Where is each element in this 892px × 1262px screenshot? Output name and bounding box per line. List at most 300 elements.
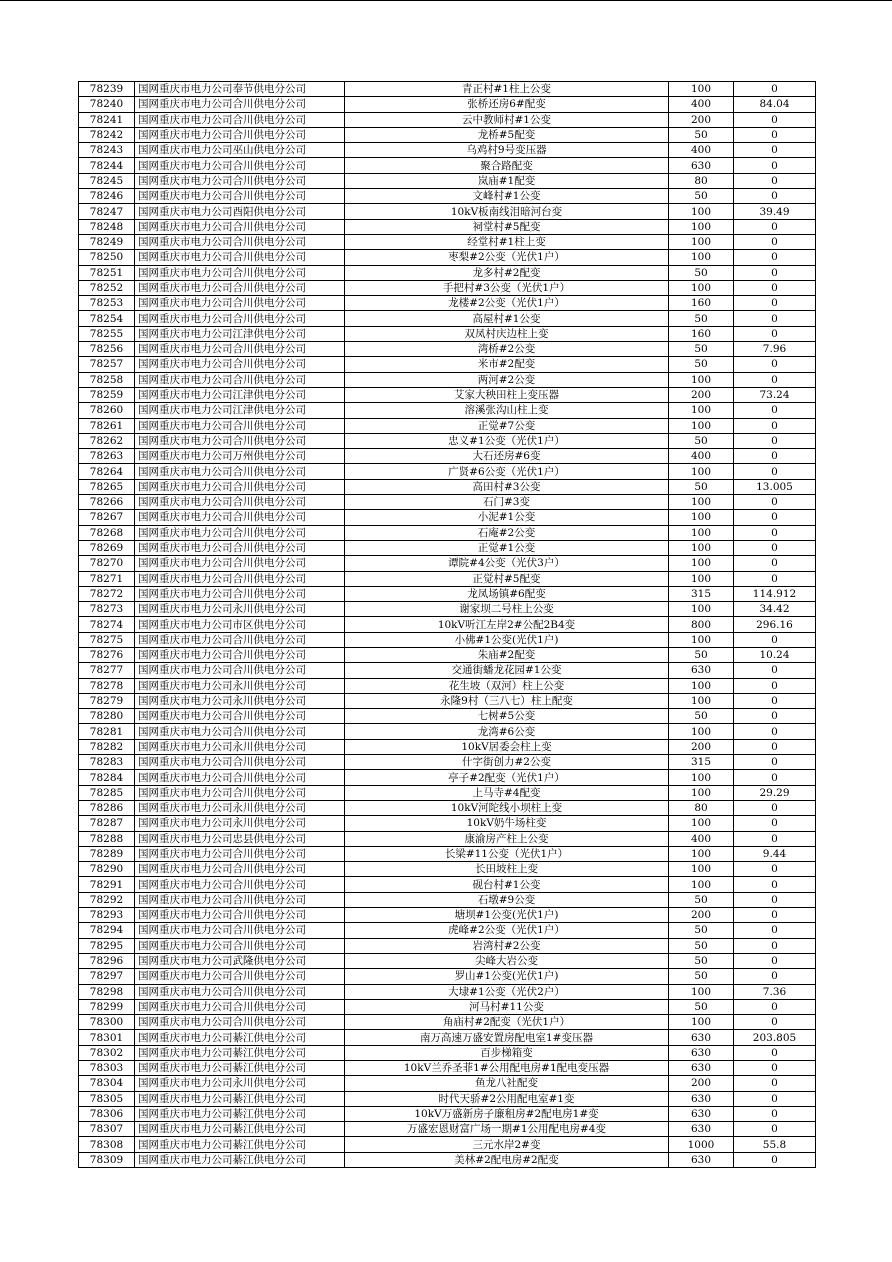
value-cell: 0 [734, 1061, 816, 1076]
transformer-name-cell: 罗山#1公变(光伏1户) [345, 969, 669, 984]
row-id-cell: 78244 [79, 158, 135, 173]
transformer-name-cell: 枣梨#2公变（光伏1户） [345, 250, 669, 265]
value-cell: 114.912 [734, 586, 816, 601]
table-row [79, 495, 816, 510]
value-cell: 0 [734, 112, 816, 127]
capacity-cell: 100 [669, 877, 734, 892]
value-cell: 0 [734, 127, 816, 142]
table-row [79, 173, 816, 188]
value-cell: 10.24 [734, 647, 816, 662]
company-cell: 国网重庆市电力公司永川供电分公司 [135, 800, 345, 815]
transformer-name-cell: 10kV河陀线小坝柱上变 [345, 800, 669, 815]
transformer-name-cell: 七树#5公变 [345, 709, 669, 724]
value-cell: 0 [734, 1091, 816, 1106]
row-id-cell: 78297 [79, 969, 135, 984]
table-row [79, 342, 816, 357]
capacity-cell: 630 [669, 1091, 734, 1106]
value-cell: 0 [734, 433, 816, 448]
capacity-cell: 50 [669, 127, 734, 142]
capacity-cell: 50 [669, 938, 734, 953]
company-cell: 国网重庆市电力公司合川供电分公司 [135, 311, 345, 326]
table-row [79, 1122, 816, 1137]
company-cell: 国网重庆市电力公司永川供电分公司 [135, 678, 345, 693]
value-cell: 29.29 [734, 785, 816, 800]
value-cell: 0 [734, 1015, 816, 1030]
capacity-cell: 100 [669, 204, 734, 219]
table-row [79, 984, 816, 999]
row-id-cell: 78295 [79, 938, 135, 953]
transformer-name-cell: 忠义#1公变（光伏1户） [345, 433, 669, 448]
transformer-name-cell: 祠堂村#5配变 [345, 219, 669, 234]
transformer-name-cell: 10kV兰乔圣菲1#公用配电房#1配电变压器 [345, 1061, 669, 1076]
table-row [79, 250, 816, 265]
company-cell: 国网重庆市电力公司合川供电分公司 [135, 923, 345, 938]
row-id-cell: 78294 [79, 923, 135, 938]
table-row [79, 357, 816, 372]
row-id-cell: 78252 [79, 280, 135, 295]
company-cell: 国网重庆市电力公司武隆供电分公司 [135, 953, 345, 968]
value-cell: 9.44 [734, 846, 816, 861]
row-id-cell: 78260 [79, 403, 135, 418]
row-id-cell: 78276 [79, 647, 135, 662]
row-id-cell: 78259 [79, 387, 135, 402]
table-row [79, 510, 816, 525]
row-id-cell: 78293 [79, 908, 135, 923]
company-cell: 国网重庆市电力公司万州供电分公司 [135, 449, 345, 464]
company-cell: 国网重庆市电力公司永川供电分公司 [135, 816, 345, 831]
company-cell: 国网重庆市电力公司綦江供电分公司 [135, 1122, 345, 1137]
transformer-name-cell: 角庙村#2配变（光伏1户） [345, 1015, 669, 1030]
company-cell: 国网重庆市电力公司綦江供电分公司 [135, 1152, 345, 1167]
value-cell: 0 [734, 296, 816, 311]
value-cell: 73.24 [734, 387, 816, 402]
company-cell: 国网重庆市电力公司合川供电分公司 [135, 755, 345, 770]
value-cell: 0 [734, 892, 816, 907]
company-cell: 国网重庆市电力公司永川供电分公司 [135, 602, 345, 617]
capacity-cell: 630 [669, 1152, 734, 1167]
row-id-cell: 78305 [79, 1091, 135, 1106]
table-row [79, 1015, 816, 1030]
value-cell: 0 [734, 326, 816, 341]
capacity-cell: 80 [669, 173, 734, 188]
company-cell: 国网重庆市电力公司合川供电分公司 [135, 97, 345, 112]
company-cell: 国网重庆市电力公司合川供电分公司 [135, 892, 345, 907]
table-row [79, 449, 816, 464]
value-cell: 0 [734, 908, 816, 923]
value-cell: 203.805 [734, 1030, 816, 1045]
company-cell: 国网重庆市电力公司永川供电分公司 [135, 693, 345, 708]
table-row [79, 1061, 816, 1076]
capacity-cell: 1000 [669, 1137, 734, 1152]
value-cell: 0 [734, 403, 816, 418]
value-cell: 7.96 [734, 342, 816, 357]
table-row [79, 158, 816, 173]
transformer-name-cell: 龙凤场镇#6配变 [345, 586, 669, 601]
table-row [79, 265, 816, 280]
transformer-name-cell: 河马村#11公变 [345, 999, 669, 1014]
capacity-cell: 100 [669, 540, 734, 555]
row-id-cell: 78253 [79, 296, 135, 311]
transformer-name-cell: 艾家大秧田柱上变压器 [345, 387, 669, 402]
company-cell: 国网重庆市电力公司合川供电分公司 [135, 785, 345, 800]
transformer-name-cell: 经堂村#1柱上变 [345, 234, 669, 249]
row-id-cell: 78280 [79, 709, 135, 724]
value-cell: 0 [734, 877, 816, 892]
value-cell: 0 [734, 234, 816, 249]
row-id-cell: 78288 [79, 831, 135, 846]
capacity-cell: 50 [669, 953, 734, 968]
row-id-cell: 78309 [79, 1152, 135, 1167]
capacity-cell: 100 [669, 82, 734, 97]
capacity-cell: 100 [669, 770, 734, 785]
table-row [79, 525, 816, 540]
capacity-cell: 50 [669, 342, 734, 357]
capacity-cell: 100 [669, 280, 734, 295]
value-cell: 0 [734, 693, 816, 708]
table-row [79, 755, 816, 770]
value-cell: 0 [734, 1152, 816, 1167]
capacity-cell: 100 [669, 219, 734, 234]
value-cell: 0 [734, 372, 816, 387]
row-id-cell: 78270 [79, 556, 135, 571]
row-id-cell: 78266 [79, 495, 135, 510]
company-cell: 国网重庆市电力公司合川供电分公司 [135, 984, 345, 999]
table-row [79, 1076, 816, 1091]
capacity-cell: 100 [669, 846, 734, 861]
company-cell: 国网重庆市电力公司合川供电分公司 [135, 525, 345, 540]
table-row [79, 693, 816, 708]
value-cell: 0 [734, 219, 816, 234]
capacity-cell: 100 [669, 724, 734, 739]
capacity-cell: 400 [669, 831, 734, 846]
transformer-name-cell: 乌鸡村9号变压器 [345, 143, 669, 158]
capacity-cell: 50 [669, 265, 734, 280]
transformer-name-cell: 岩湾村#2公变 [345, 938, 669, 953]
row-id-cell: 78264 [79, 464, 135, 479]
row-id-cell: 78282 [79, 739, 135, 754]
transformer-name-cell: 10kV居委会柱上变 [345, 739, 669, 754]
table-row [79, 923, 816, 938]
row-id-cell: 78301 [79, 1030, 135, 1045]
value-cell: 0 [734, 250, 816, 265]
capacity-cell: 100 [669, 525, 734, 540]
transformer-name-cell: 龙湾#6公变 [345, 724, 669, 739]
company-cell: 国网重庆市电力公司合川供电分公司 [135, 969, 345, 984]
table-row [79, 97, 816, 112]
capacity-cell: 50 [669, 479, 734, 494]
transformer-name-cell: 花生坡（双河）柱上公变 [345, 678, 669, 693]
row-id-cell: 78273 [79, 602, 135, 617]
company-cell: 国网重庆市电力公司合川供电分公司 [135, 250, 345, 265]
company-cell: 国网重庆市电力公司合川供电分公司 [135, 877, 345, 892]
capacity-cell: 160 [669, 296, 734, 311]
row-id-cell: 78299 [79, 999, 135, 1014]
transformer-name-cell: 美林#2配电房#2配变 [345, 1152, 669, 1167]
value-cell: 0 [734, 571, 816, 586]
table-row [79, 785, 816, 800]
row-id-cell: 78303 [79, 1061, 135, 1076]
transformer-name-cell: 塘坝#1公变(光伏1户) [345, 908, 669, 923]
table-row [79, 739, 816, 754]
row-id-cell: 78250 [79, 250, 135, 265]
transformer-name-cell: 长梁#11公变（光伏1户） [345, 846, 669, 861]
company-cell: 国网重庆市电力公司江津供电分公司 [135, 387, 345, 402]
table-row [79, 479, 816, 494]
value-cell: 0 [734, 953, 816, 968]
value-cell: 0 [734, 663, 816, 678]
transformer-name-cell: 石庵#2公变 [345, 525, 669, 540]
table-row [79, 387, 816, 402]
table-row [79, 1091, 816, 1106]
table-row [79, 770, 816, 785]
transformer-name-cell: 手把村#3公变（光伏1户） [345, 280, 669, 295]
table-row [79, 1137, 816, 1152]
company-cell: 国网重庆市电力公司合川供电分公司 [135, 464, 345, 479]
company-cell: 国网重庆市电力公司合川供电分公司 [135, 647, 345, 662]
capacity-cell: 400 [669, 449, 734, 464]
row-id-cell: 78298 [79, 984, 135, 999]
company-cell: 国网重庆市电力公司綦江供电分公司 [135, 1061, 345, 1076]
transformer-name-cell: 谢家坝二号柱上公变 [345, 602, 669, 617]
transformer-name-cell: 三元水岸2#变 [345, 1137, 669, 1152]
value-cell: 39.49 [734, 204, 816, 219]
capacity-cell: 630 [669, 158, 734, 173]
company-cell: 国网重庆市电力公司綦江供电分公司 [135, 1137, 345, 1152]
company-cell: 国网重庆市电力公司忠县供电分公司 [135, 831, 345, 846]
table-row [79, 1030, 816, 1045]
row-id-cell: 78243 [79, 143, 135, 158]
row-id-cell: 78246 [79, 189, 135, 204]
transformer-name-cell: 小泥#1公变 [345, 510, 669, 525]
value-cell: 84.04 [734, 97, 816, 112]
capacity-cell: 200 [669, 387, 734, 402]
company-cell: 国网重庆市电力公司合川供电分公司 [135, 724, 345, 739]
table-row [79, 647, 816, 662]
company-cell: 国网重庆市电力公司合川供电分公司 [135, 586, 345, 601]
capacity-cell: 630 [669, 1045, 734, 1060]
table-body [79, 82, 816, 1168]
transformer-name-cell: 永隆9村（三八七）柱上配变 [345, 693, 669, 708]
capacity-cell: 100 [669, 464, 734, 479]
capacity-cell: 50 [669, 923, 734, 938]
capacity-cell: 200 [669, 112, 734, 127]
transformer-name-cell: 文峰村#1公变 [345, 189, 669, 204]
company-cell: 国网重庆市电力公司合川供电分公司 [135, 495, 345, 510]
table-row [79, 816, 816, 831]
capacity-cell: 100 [669, 418, 734, 433]
transformer-name-cell: 岚庙#1配变 [345, 173, 669, 188]
table-row [79, 143, 816, 158]
row-id-cell: 78277 [79, 663, 135, 678]
transformer-name-cell: 10kV板南线泪暗河台变 [345, 204, 669, 219]
company-cell: 国网重庆市电力公司合川供电分公司 [135, 709, 345, 724]
row-id-cell: 78251 [79, 265, 135, 280]
capacity-cell: 50 [669, 709, 734, 724]
value-cell: 0 [734, 449, 816, 464]
transformer-name-cell: 正觉村#5配变 [345, 571, 669, 586]
capacity-cell: 100 [669, 862, 734, 877]
value-cell: 0 [734, 831, 816, 846]
value-cell: 0 [734, 999, 816, 1014]
company-cell: 国网重庆市电力公司綦江供电分公司 [135, 1091, 345, 1106]
table-row [79, 663, 816, 678]
company-cell: 国网重庆市电力公司合川供电分公司 [135, 908, 345, 923]
company-cell: 国网重庆市电力公司合川供电分公司 [135, 479, 345, 494]
value-cell: 0 [734, 755, 816, 770]
table-row [79, 556, 816, 571]
capacity-cell: 100 [669, 693, 734, 708]
table-row [79, 892, 816, 907]
capacity-cell: 100 [669, 250, 734, 265]
transformer-name-cell: 高屋村#1公变 [345, 311, 669, 326]
table-row [79, 311, 816, 326]
transformer-name-cell: 正觉#1公变 [345, 540, 669, 555]
row-id-cell: 78308 [79, 1137, 135, 1152]
row-id-cell: 78245 [79, 173, 135, 188]
value-cell: 0 [734, 143, 816, 158]
row-id-cell: 78281 [79, 724, 135, 739]
table-row [79, 127, 816, 142]
table-row [79, 602, 816, 617]
transformer-name-cell: 亭子#2配变（光伏1户） [345, 770, 669, 785]
company-cell: 国网重庆市电力公司合川供电分公司 [135, 219, 345, 234]
table-row [79, 219, 816, 234]
company-cell: 国网重庆市电力公司綦江供电分公司 [135, 1045, 345, 1060]
value-cell: 296.16 [734, 617, 816, 632]
row-id-cell: 78248 [79, 219, 135, 234]
table-row [79, 678, 816, 693]
row-id-cell: 78262 [79, 433, 135, 448]
capacity-cell: 630 [669, 1061, 734, 1076]
value-cell: 0 [734, 739, 816, 754]
transformer-name-cell: 石门#3变 [345, 495, 669, 510]
row-id-cell: 78304 [79, 1076, 135, 1091]
capacity-cell: 160 [669, 326, 734, 341]
company-cell: 国网重庆市电力公司合川供电分公司 [135, 189, 345, 204]
transformer-name-cell: 湾桥#2公变 [345, 342, 669, 357]
transformer-name-cell: 张桥还房6#配变 [345, 97, 669, 112]
value-cell: 0 [734, 923, 816, 938]
table-row [79, 831, 816, 846]
capacity-cell: 50 [669, 433, 734, 448]
value-cell: 34.42 [734, 602, 816, 617]
row-id-cell: 78257 [79, 357, 135, 372]
company-cell: 国网重庆市电力公司合川供电分公司 [135, 342, 345, 357]
value-cell: 0 [734, 189, 816, 204]
capacity-cell: 100 [669, 984, 734, 999]
capacity-cell: 400 [669, 143, 734, 158]
company-cell: 国网重庆市电力公司合川供电分公司 [135, 862, 345, 877]
capacity-cell: 800 [669, 617, 734, 632]
company-cell: 国网重庆市电力公司綦江供电分公司 [135, 1106, 345, 1121]
transformer-name-cell: 正觉#7公变 [345, 418, 669, 433]
row-id-cell: 78275 [79, 632, 135, 647]
company-cell: 国网重庆市电力公司巫山供电分公司 [135, 143, 345, 158]
table-row [79, 999, 816, 1014]
transformer-name-cell: 石墩#9公变 [345, 892, 669, 907]
table-row [79, 372, 816, 387]
transformer-name-cell: 大石还房#6变 [345, 449, 669, 464]
row-id-cell: 78265 [79, 479, 135, 494]
value-cell: 0 [734, 357, 816, 372]
company-cell: 国网重庆市电力公司合川供电分公司 [135, 296, 345, 311]
transformer-name-cell: 10kV听江左岸2#公配2B4变 [345, 617, 669, 632]
table-row [79, 82, 816, 97]
row-id-cell: 78240 [79, 97, 135, 112]
value-cell: 0 [734, 938, 816, 953]
company-cell: 国网重庆市电力公司合川供电分公司 [135, 433, 345, 448]
company-cell: 国网重庆市电力公司江津供电分公司 [135, 403, 345, 418]
transformer-name-cell: 龙多村#2配变 [345, 265, 669, 280]
row-id-cell: 78274 [79, 617, 135, 632]
value-cell: 0 [734, 510, 816, 525]
transformer-name-cell: 虎峰#2公变（光伏1户） [345, 923, 669, 938]
row-id-cell: 78271 [79, 571, 135, 586]
data-table [78, 81, 816, 1168]
row-id-cell: 78254 [79, 311, 135, 326]
company-cell: 国网重庆市电力公司合川供电分公司 [135, 999, 345, 1014]
transformer-name-cell: 龙桥#5配变 [345, 127, 669, 142]
table-row [79, 846, 816, 861]
value-cell: 0 [734, 816, 816, 831]
value-cell: 0 [734, 265, 816, 280]
capacity-cell: 100 [669, 602, 734, 617]
value-cell: 0 [734, 280, 816, 295]
page-top-border [0, 0, 892, 1]
row-id-cell: 78279 [79, 693, 135, 708]
table-row [79, 586, 816, 601]
table-row [79, 709, 816, 724]
value-cell: 0 [734, 311, 816, 326]
value-cell: 0 [734, 770, 816, 785]
capacity-cell: 400 [669, 97, 734, 112]
value-cell: 0 [734, 556, 816, 571]
row-id-cell: 78261 [79, 418, 135, 433]
capacity-cell: 100 [669, 785, 734, 800]
company-cell: 国网重庆市电力公司奉节供电分公司 [135, 82, 345, 97]
capacity-cell: 50 [669, 311, 734, 326]
transformer-name-cell: 鱼龙八社配变 [345, 1076, 669, 1091]
capacity-cell: 50 [669, 189, 734, 204]
transformer-name-cell: 聚合路配变 [345, 158, 669, 173]
row-id-cell: 78307 [79, 1122, 135, 1137]
value-cell: 0 [734, 1076, 816, 1091]
capacity-cell: 630 [669, 1122, 734, 1137]
row-id-cell: 78292 [79, 892, 135, 907]
table-row [79, 540, 816, 555]
company-cell: 国网重庆市电力公司合川供电分公司 [135, 418, 345, 433]
capacity-cell: 315 [669, 586, 734, 601]
row-id-cell: 78289 [79, 846, 135, 861]
table-row [79, 280, 816, 295]
value-cell: 0 [734, 540, 816, 555]
transformer-name-cell: 谭院#4公变（光伏3户） [345, 556, 669, 571]
capacity-cell: 630 [669, 1030, 734, 1045]
value-cell: 0 [734, 158, 816, 173]
company-cell: 国网重庆市电力公司合川供电分公司 [135, 770, 345, 785]
company-cell: 国网重庆市电力公司合川供电分公司 [135, 112, 345, 127]
capacity-cell: 50 [669, 892, 734, 907]
table-row [79, 632, 816, 647]
transformer-name-cell: 10kV万盛新房子廉租房#2配电房1#变 [345, 1106, 669, 1121]
row-id-cell: 78290 [79, 862, 135, 877]
company-cell: 国网重庆市电力公司合川供电分公司 [135, 846, 345, 861]
value-cell: 0 [734, 800, 816, 815]
value-cell: 0 [734, 495, 816, 510]
capacity-cell: 50 [669, 969, 734, 984]
value-cell: 0 [734, 1122, 816, 1137]
table-row [79, 862, 816, 877]
